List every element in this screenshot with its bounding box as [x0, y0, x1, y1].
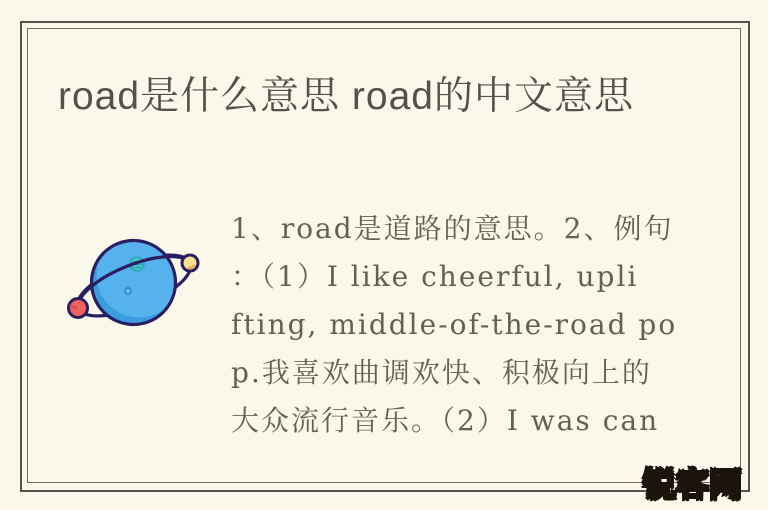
article-body — [231, 205, 678, 445]
planet-dot-icon — [125, 288, 131, 294]
article-line: 1、road是道路的意思。2、例句 — [231, 212, 674, 245]
red-moon-icon — [69, 299, 88, 318]
page-title: road是什么意思 road的中文意思 — [58, 75, 634, 118]
article-line: ：（1）I like cheerful, upli — [231, 260, 639, 293]
yellow-moon-icon — [182, 255, 198, 271]
watermark-secondary-text: 网 — [709, 466, 742, 503]
planet-illustration — [55, 222, 215, 342]
watermark-primary-text: 锐客 — [643, 466, 709, 503]
article-line: p.我喜欢曲调欢快、积极向上的 — [231, 356, 652, 389]
site-watermark — [643, 459, 742, 506]
article-line: 大众流行音乐。（2）I was can — [231, 404, 660, 437]
article-line: fting, middle-of-the-road po — [231, 308, 678, 341]
